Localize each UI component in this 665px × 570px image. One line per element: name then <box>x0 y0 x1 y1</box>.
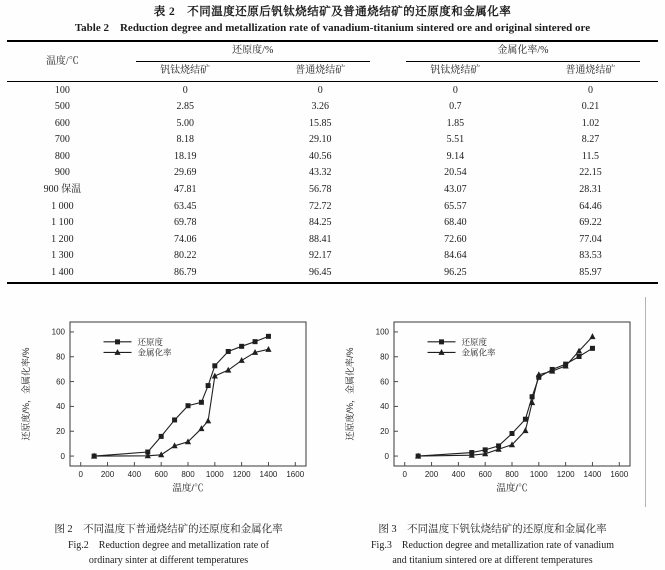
value-cell: 69.78 <box>173 217 197 229</box>
x-tick-label: 400 <box>127 469 142 479</box>
column-group-metallization-rate <box>388 41 658 63</box>
table-row <box>7 116 658 133</box>
value-cell: 0.7 <box>449 101 462 113</box>
table-row <box>7 265 658 283</box>
x-tick-label: 0 <box>78 469 83 479</box>
value-cell: 43.32 <box>309 167 332 179</box>
value-cell: 77.04 <box>579 233 602 245</box>
value-cell: 84.25 <box>309 217 332 229</box>
x-axis <box>403 462 629 494</box>
value-cell: 8.27 <box>581 134 600 146</box>
x-tick-label: 1400 <box>259 469 278 479</box>
value-cell: 72.72 <box>309 200 332 212</box>
data-point-square <box>510 431 515 436</box>
y-axis <box>20 327 74 460</box>
value-cell: 28.31 <box>579 184 602 196</box>
temperature-cell: 500 <box>54 101 70 113</box>
value-cell: 0.21 <box>581 101 600 113</box>
temperature-cell: 900 <box>54 167 70 179</box>
y-tick-label: 40 <box>56 401 65 411</box>
x-tick-label: 1400 <box>583 469 602 479</box>
table-row <box>7 215 658 232</box>
temperature-cell: 1 300 <box>51 250 74 262</box>
value-cell: 29.10 <box>309 134 332 146</box>
data-point-square <box>266 333 271 338</box>
value-cell: 43.07 <box>444 184 467 196</box>
data-point-square <box>186 403 191 408</box>
data-point-triangle <box>225 366 231 372</box>
value-cell: 65.57 <box>444 200 467 212</box>
y-tick-label: 80 <box>380 352 389 362</box>
data-point-square <box>159 433 164 438</box>
value-cell: 0 <box>587 84 593 96</box>
data-point-triangle <box>205 417 211 423</box>
figure3-caption-en-line1: Fig.3 Reduction degree and metallization rate of vanadium <box>371 539 614 551</box>
value-cell: 9.14 <box>446 150 465 162</box>
figure2-caption <box>16 522 321 569</box>
reduction-metallization-table <box>7 40 658 283</box>
figure2-caption-en-line1: Fig.2 Reduction degree and metallization rate of <box>67 539 270 551</box>
data-point-triangle <box>158 451 164 457</box>
table-row <box>7 182 658 199</box>
value-cell: 1.02 <box>581 117 600 129</box>
x-tick-label: 800 <box>505 469 519 479</box>
y-tick-label: 100 <box>51 327 65 337</box>
plot-frame <box>70 322 306 466</box>
value-cell: 96.25 <box>444 267 467 279</box>
table-title-block <box>0 0 665 35</box>
series-metallization-rate <box>91 346 272 459</box>
value-cell: 72.60 <box>444 233 467 245</box>
table-row <box>7 232 658 249</box>
y-axis-label: 还原度/%，金属化率/% <box>345 347 355 441</box>
table-title-en: Table 2 Reduction degree and metallization rate of vanadium-titanium sintered ore and original sintered ore <box>74 21 591 34</box>
data-point-triangle <box>239 357 245 363</box>
value-cell: 63.45 <box>173 200 197 212</box>
y-tick-label: 0 <box>384 451 389 461</box>
value-cell: 0 <box>452 84 458 96</box>
data-point-square <box>199 399 204 404</box>
figure-3 <box>340 310 645 569</box>
x-tick-label: 200 <box>100 469 115 479</box>
temperature-cell: 600 <box>54 117 70 129</box>
column-header-temperature: 温度/℃ <box>7 41 118 82</box>
group-label: 还原度/% <box>136 43 370 62</box>
value-cell: 29.69 <box>173 167 197 179</box>
table-title-zh: 表 2 不同温度还原后钒钛烧结矿及普通烧结矿的还原度和金属化率 <box>153 6 512 18</box>
table-row <box>7 132 658 149</box>
value-cell: 3.26 <box>311 101 330 113</box>
column-header-ordinary-sinter: 普通烧结矿 <box>523 63 658 82</box>
data-point-triangle <box>522 427 528 433</box>
x-tick-label: 800 <box>181 469 195 479</box>
data-point-square <box>212 363 217 368</box>
value-cell: 2.85 <box>176 101 194 113</box>
temperature-cell: 1 000 <box>51 200 74 212</box>
x-tick-label: 400 <box>451 469 466 479</box>
x-tick-label: 0 <box>402 469 407 479</box>
data-point-square <box>253 339 258 344</box>
temperature-cell: 1 400 <box>51 267 74 279</box>
figure2-caption-zh: 图 2 不同温度下普通烧结矿的还原度和金属化率 <box>54 523 283 535</box>
table-row <box>7 165 658 182</box>
value-cell: 92.17 <box>309 250 332 262</box>
y-axis-label: 还原度/%，金属化率/% <box>21 347 31 441</box>
y-tick-label: 20 <box>56 426 65 436</box>
y-axis <box>344 327 398 460</box>
y-tick-label: 80 <box>56 352 65 362</box>
value-cell: 22.15 <box>579 167 602 179</box>
data-point-triangle <box>589 333 595 339</box>
x-tick-label: 1600 <box>610 469 629 479</box>
column-header-vti-sinter: 钒钛烧结矿 <box>388 63 523 82</box>
data-point-square <box>206 383 211 388</box>
figure3-caption-zh: 图 3 不同温度下钒钛烧结矿的还原度和金属化率 <box>378 523 607 535</box>
x-tick-label: 600 <box>478 469 492 479</box>
value-cell: 96.45 <box>309 267 332 279</box>
x-tick-label: 1200 <box>556 469 575 479</box>
value-cell: 47.81 <box>173 184 197 196</box>
value-cell: 15.85 <box>309 117 332 129</box>
table-row <box>7 99 658 116</box>
value-cell: 68.40 <box>444 217 467 229</box>
data-point-square <box>115 339 120 344</box>
data-point-square <box>226 349 231 354</box>
value-cell: 64.46 <box>579 200 602 212</box>
value-cell: 5.00 <box>176 117 194 129</box>
x-tick-label: 1600 <box>286 469 305 479</box>
y-tick-label: 100 <box>375 327 389 337</box>
temperature-cell: 1 200 <box>51 233 74 245</box>
value-cell: 80.22 <box>173 250 197 262</box>
data-point-square <box>172 417 177 422</box>
value-cell: 8.18 <box>176 134 194 146</box>
column-header-ordinary-sinter: 普通烧结矿 <box>253 63 388 82</box>
value-cell: 5.51 <box>446 134 465 146</box>
legend-label: 金属化率 <box>461 346 496 357</box>
temperature-cell: 1 100 <box>51 217 74 229</box>
x-tick-label: 200 <box>424 469 439 479</box>
x-tick-label: 1000 <box>529 469 548 479</box>
value-cell: 40.56 <box>309 150 332 162</box>
x-axis <box>79 462 305 494</box>
x-tick-label: 1200 <box>232 469 251 479</box>
value-cell: 0 <box>317 84 323 96</box>
column-group-reduction-degree <box>118 41 388 63</box>
value-cell: 56.78 <box>309 184 332 196</box>
value-cell: 69.22 <box>579 217 602 229</box>
value-cell: 86.79 <box>173 267 197 279</box>
figure-2 <box>16 310 321 569</box>
value-cell: 84.64 <box>444 250 467 262</box>
legend-label: 还原度 <box>137 336 164 347</box>
value-cell: 88.41 <box>309 233 332 245</box>
table-body <box>7 82 658 283</box>
table-group-header-row <box>7 41 658 63</box>
data-point-triangle <box>265 346 271 352</box>
y-tick-label: 60 <box>56 376 65 386</box>
column-header-vti-sinter: 钒钛烧结矿 <box>118 63 253 82</box>
value-cell: 11.5 <box>581 150 600 162</box>
series-line <box>94 346 268 456</box>
value-cell: 74.06 <box>173 233 197 245</box>
figure3-caption-en-line2: and titanium sintered ore at different temperatures <box>392 555 593 567</box>
value-cell: 85.97 <box>579 267 602 279</box>
legend <box>428 336 497 357</box>
y-tick-label: 60 <box>380 376 389 386</box>
y-tick-label: 40 <box>380 401 389 411</box>
temperature-cell: 800 <box>54 150 70 162</box>
legend-label: 金属化率 <box>137 346 172 357</box>
temperature-cell: 900 保温 <box>43 184 82 196</box>
temperature-cell: 100 <box>54 84 70 96</box>
figures-row <box>0 310 665 569</box>
group-label: 金属化率/% <box>406 43 640 62</box>
figure2-caption-en-line2: ordinary sinter at different temperatures <box>88 555 249 567</box>
y-tick-label: 20 <box>380 426 389 436</box>
value-cell: 18.19 <box>173 150 197 162</box>
value-cell: 83.53 <box>579 250 602 262</box>
data-point-square <box>577 354 582 359</box>
legend-label: 还原度 <box>461 336 488 347</box>
data-point-square <box>239 343 244 348</box>
y-tick-label: 0 <box>60 451 65 461</box>
figure3-caption <box>340 522 645 569</box>
data-point-square <box>439 339 444 344</box>
x-axis-label: 温度/℃ <box>496 482 528 494</box>
page-column-rule <box>645 297 646 507</box>
temperature-cell: 700 <box>54 134 70 146</box>
data-point-square <box>590 345 595 350</box>
figure2-chart <box>16 310 321 512</box>
x-tick-label: 600 <box>154 469 168 479</box>
table-row <box>7 199 658 216</box>
x-tick-label: 1000 <box>205 469 224 479</box>
x-axis-label: 温度/℃ <box>172 482 204 494</box>
value-cell: 20.54 <box>444 167 467 179</box>
value-cell: 1.85 <box>446 117 465 129</box>
figure3-chart <box>340 310 645 512</box>
table-row <box>7 248 658 265</box>
table-row <box>7 82 658 99</box>
legend <box>104 336 173 357</box>
table-row <box>7 149 658 166</box>
value-cell: 0 <box>182 84 188 96</box>
